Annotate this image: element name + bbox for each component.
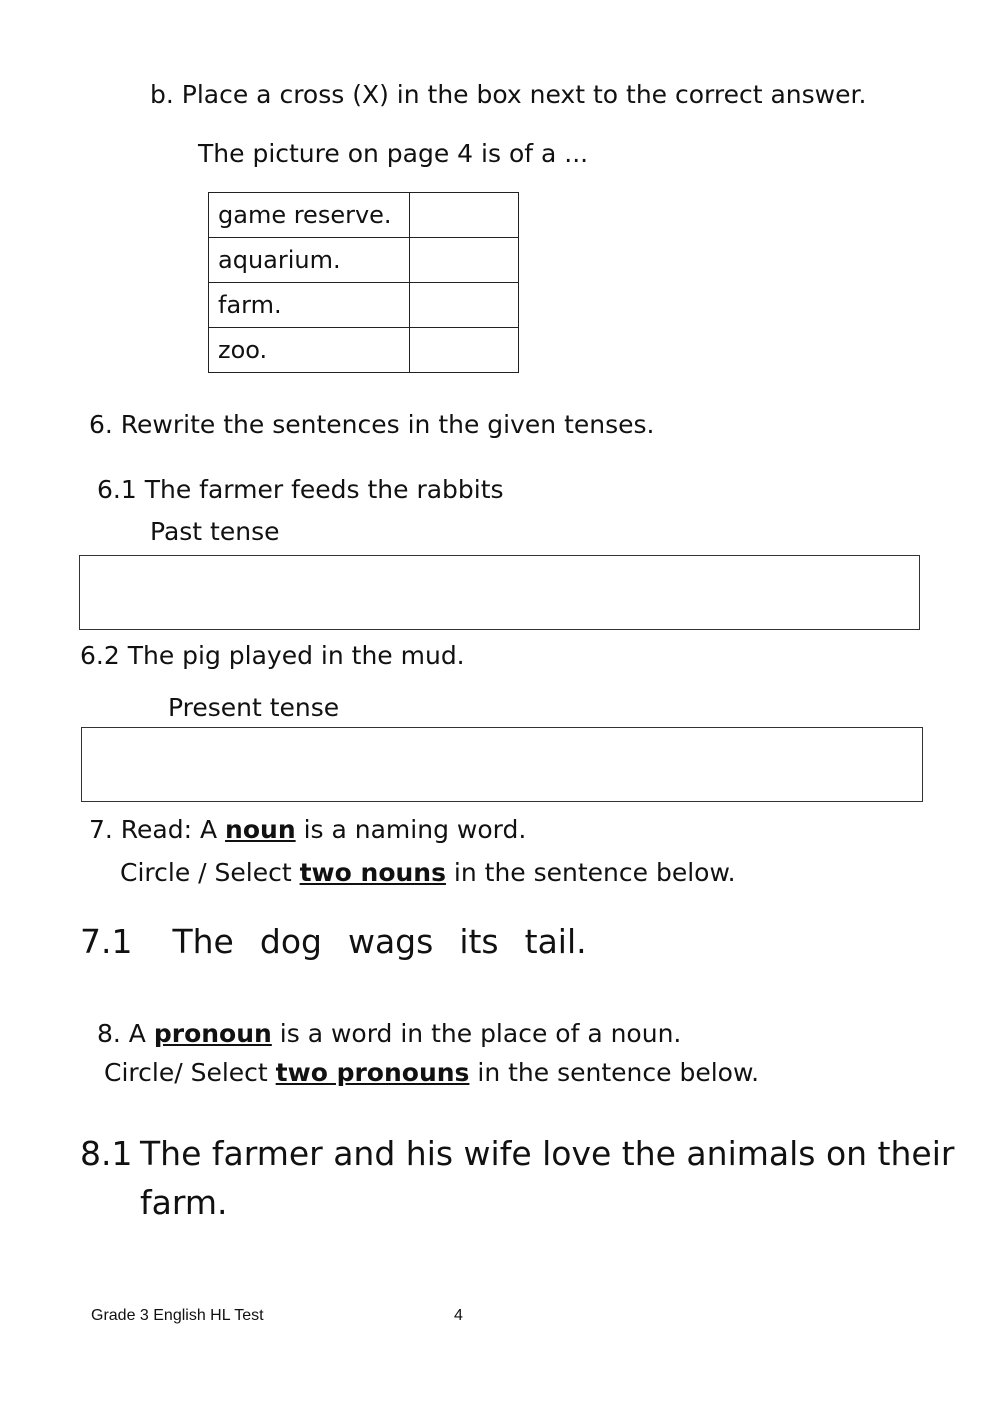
answer-checkbox[interactable] — [410, 193, 519, 238]
q5b-instruction: b. Place a cross (X) in the box next to the correct answer. — [150, 80, 867, 109]
selectable-word[interactable]: its — [459, 922, 499, 961]
q6-instruction: 6. Rewrite the sentences in the given tenses. — [89, 410, 655, 439]
q7-definition: 7. Read: A noun is a naming word. — [89, 815, 527, 844]
selectable-word[interactable]: tail. — [524, 922, 587, 961]
keyword-two-nouns: two nouns — [299, 858, 446, 887]
table-row — [209, 238, 519, 283]
q8-1-sentence-line1[interactable]: The farmer and his wife love the animals on their — [140, 1134, 955, 1173]
q5b-prompt: The picture on page 4 is of a ... — [198, 139, 589, 168]
keyword-pronoun: pronoun — [153, 1019, 272, 1048]
q7-1-sentence — [80, 922, 613, 961]
q6-1-sentence: 6.1 The farmer feeds the rabbits — [97, 475, 504, 504]
q6-2-sentence: 6.2 The pig played in the mud. — [80, 641, 465, 670]
table-row — [209, 328, 519, 373]
answer-checkbox[interactable] — [410, 238, 519, 283]
option-label: farm. — [209, 283, 410, 328]
answer-checkbox[interactable] — [410, 328, 519, 373]
answer-choice-table — [208, 192, 519, 373]
q8-instruction: Circle/ Select two pronouns in the sentence below. — [104, 1058, 760, 1087]
q8-1-number: 8.1 — [80, 1134, 133, 1173]
selectable-word[interactable]: dog — [259, 922, 322, 961]
selectable-word[interactable]: The — [172, 922, 234, 961]
q8-definition: 8. A pronoun is a word in the place of a noun. — [97, 1019, 682, 1048]
sentence-number: 7.1 — [80, 922, 133, 961]
option-label: game reserve. — [209, 193, 410, 238]
q7-instruction: Circle / Select two nouns in the sentence below. — [120, 858, 736, 887]
q6-2-tense-label: Present tense — [168, 693, 340, 722]
table-row — [209, 283, 519, 328]
answer-checkbox[interactable] — [410, 283, 519, 328]
selectable-word[interactable]: wags — [347, 922, 434, 961]
option-label: aquarium. — [209, 238, 410, 283]
q6-1-answer-input[interactable] — [79, 555, 920, 630]
page-number: 4 — [454, 1307, 463, 1324]
keyword-noun: noun — [225, 815, 296, 844]
q6-2-answer-input[interactable] — [81, 727, 923, 802]
footer-title: Grade 3 English HL Test — [91, 1307, 264, 1324]
q6-1-tense-label: Past tense — [150, 517, 280, 546]
table-row — [209, 193, 519, 238]
option-label: zoo. — [209, 328, 410, 373]
q8-1-sentence-line2[interactable]: farm. — [140, 1183, 228, 1222]
keyword-two-pronouns: two pronouns — [275, 1058, 470, 1087]
